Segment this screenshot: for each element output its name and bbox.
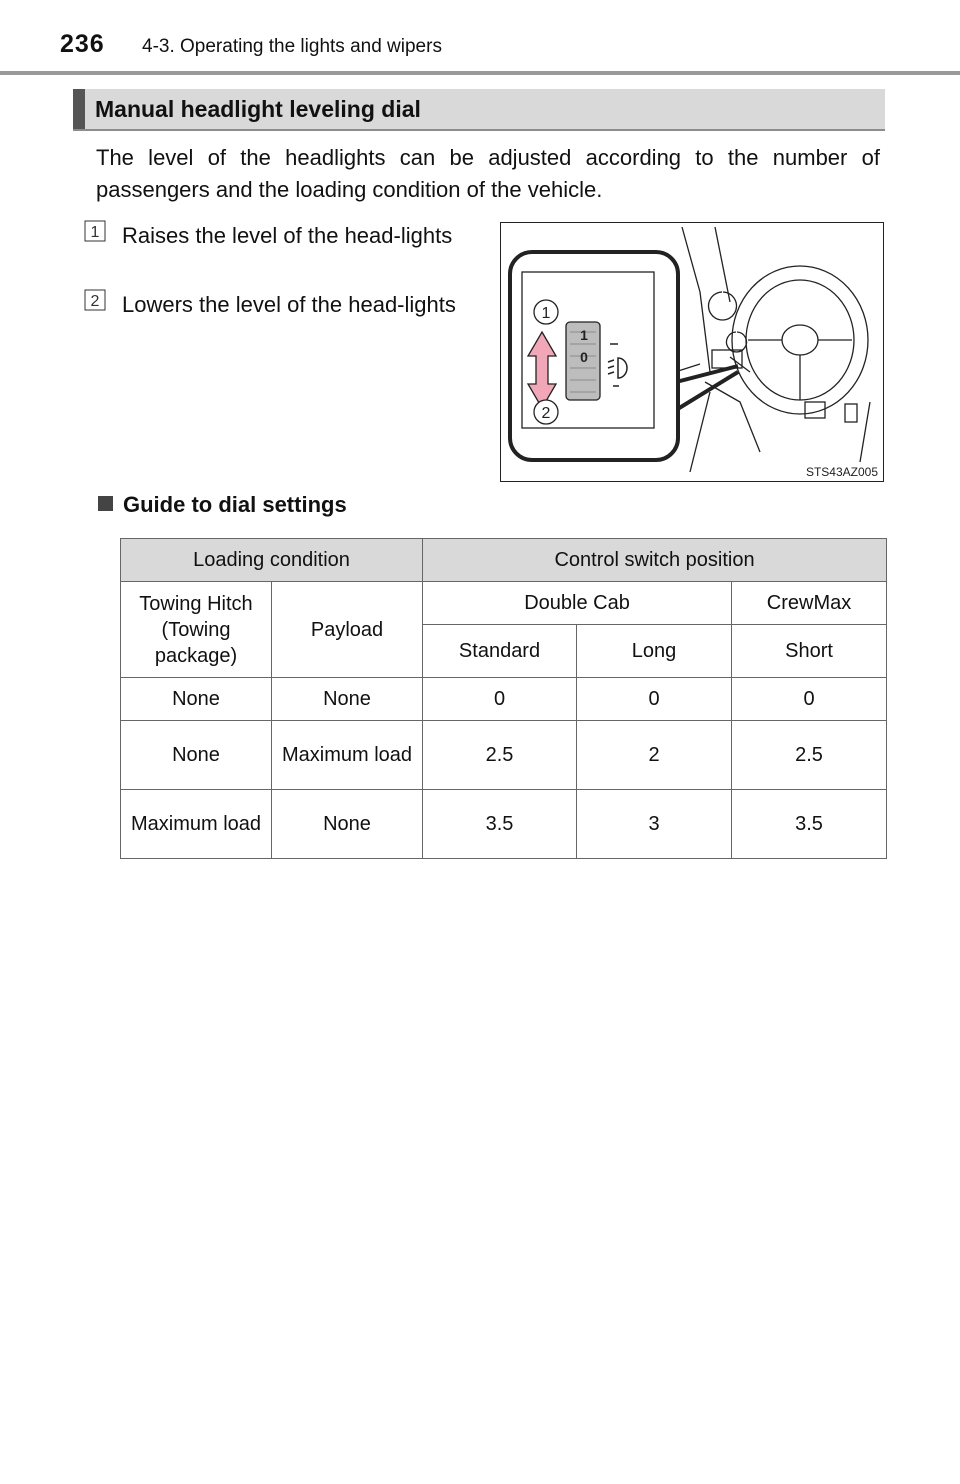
col-payload: Payload xyxy=(272,582,423,678)
number-two-icon xyxy=(84,289,106,311)
cell-long: 0 xyxy=(577,678,732,721)
svg-text:2: 2 xyxy=(90,293,100,310)
cell-towing: Maximum load xyxy=(121,790,272,859)
cell-short: 2.5 xyxy=(732,721,887,790)
square-bullet-icon xyxy=(98,496,113,511)
number-one-icon xyxy=(84,220,106,242)
figure-code: STS43AZ005 xyxy=(805,465,878,479)
header-loading-condition: Loading condition xyxy=(121,539,423,582)
page-number: 236 xyxy=(60,30,105,58)
table-header-row xyxy=(121,539,887,582)
running-title: 4-3. Operating the lights and wipers xyxy=(142,36,442,57)
dial-mark: 1 xyxy=(580,327,588,343)
col-crewmax: CrewMax xyxy=(732,582,887,625)
cell-towing: None xyxy=(121,678,272,721)
list-item-text: Lowers the level of the head-lights xyxy=(122,292,456,317)
cell-long: 3 xyxy=(577,790,732,859)
cell-standard: 2.5 xyxy=(423,721,577,790)
table-row xyxy=(121,790,887,859)
intro-paragraph: The level of the headlights can be adjusted according to the number of passengers and the loading condition of the vehicle. xyxy=(96,145,880,202)
headlight-dial-illustration xyxy=(500,222,884,482)
col-short: Short xyxy=(732,625,887,678)
dial-settings-table xyxy=(120,538,887,859)
table-subheader-row xyxy=(121,582,887,625)
cell-payload: Maximum load xyxy=(272,721,423,790)
table-row xyxy=(121,721,887,790)
header-control-switch: Control switch position xyxy=(423,539,887,582)
cell-standard: 3.5 xyxy=(423,790,577,859)
cell-short: 3.5 xyxy=(732,790,887,859)
dial-mark: 0 xyxy=(580,349,588,365)
cell-towing: None xyxy=(121,721,272,790)
table-row xyxy=(121,678,887,721)
cell-payload: None xyxy=(272,678,423,721)
svg-text:1: 1 xyxy=(541,305,551,322)
section-title: Manual headlight leveling dial xyxy=(95,96,421,122)
section-accent xyxy=(73,89,85,129)
cell-payload: None xyxy=(272,790,423,859)
list-item-text: Raises the level of the head-lights xyxy=(122,223,453,248)
col-standard: Standard xyxy=(423,625,577,678)
col-double-cab: Double Cab xyxy=(423,582,732,625)
guide-heading: Guide to dial settings xyxy=(98,492,347,518)
svg-text:2: 2 xyxy=(541,405,551,422)
header-rule xyxy=(0,71,960,75)
col-towing-hitch: Towing Hitch (Towing package) xyxy=(121,582,272,678)
cell-short: 0 xyxy=(732,678,887,721)
cell-standard: 0 xyxy=(423,678,577,721)
svg-text:1: 1 xyxy=(90,224,100,241)
col-long: Long xyxy=(577,625,732,678)
section-title-bar xyxy=(73,89,885,131)
cell-long: 2 xyxy=(577,721,732,790)
